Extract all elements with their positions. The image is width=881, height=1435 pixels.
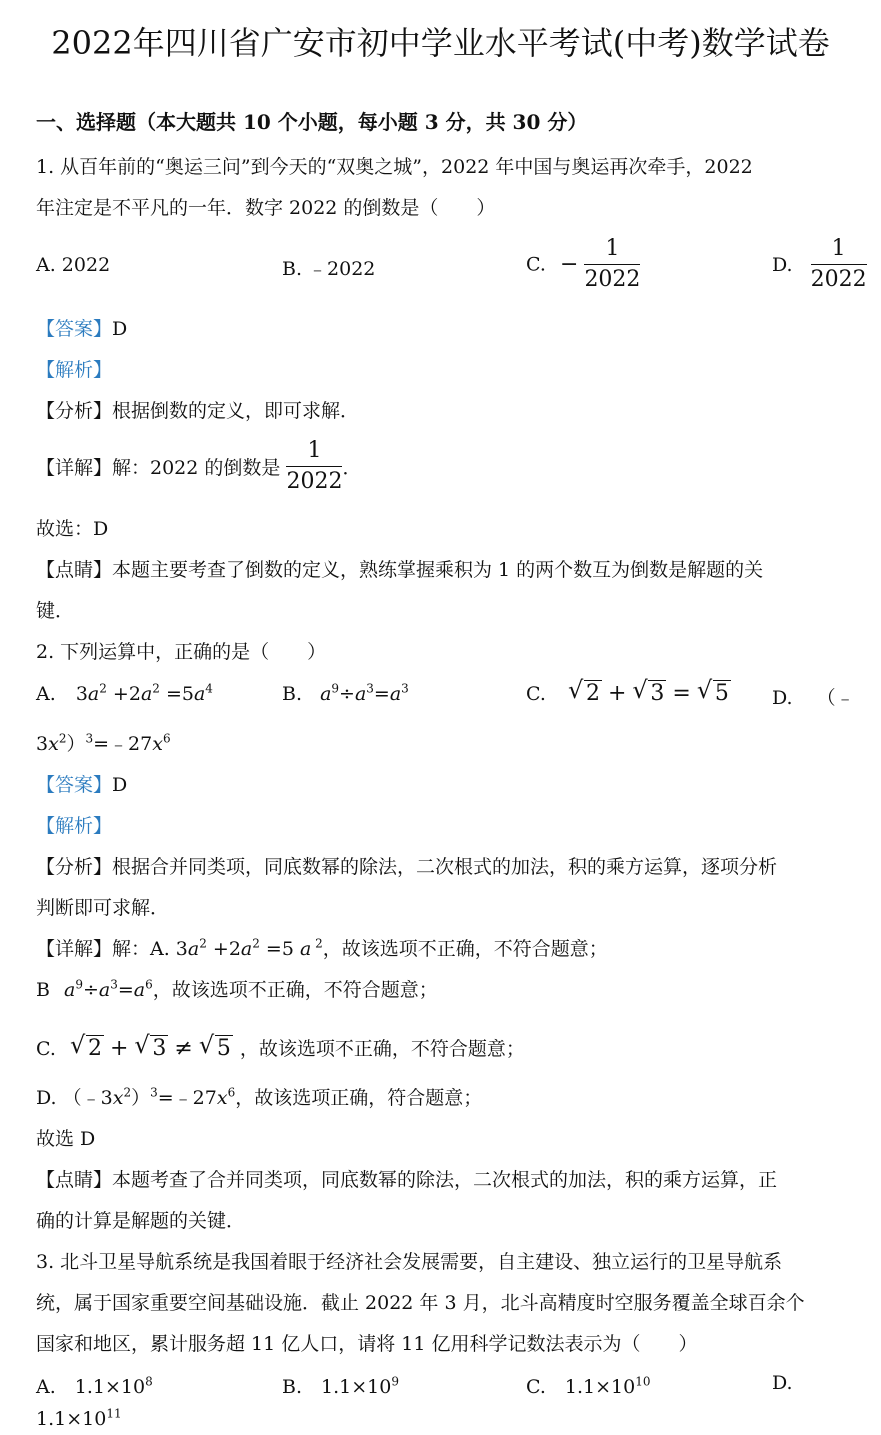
q2-option-b: B. $a^9\div a^3=a^3$ bbox=[282, 681, 409, 705]
q2-fenxi-line1: 【分析】根据合并同类项，同底数幂的除法，二次根式的加法，积的乘方运算，逐项分析 bbox=[36, 856, 778, 878]
answer-tag: 【答案】 bbox=[36, 774, 113, 796]
q3-option-d-text: 1.1×10 bbox=[36, 1408, 107, 1430]
answer-tag: 【答案】 bbox=[36, 318, 113, 340]
sqrt-3: √ 3 bbox=[632, 676, 665, 706]
q3-option-a-text: A. 1.1×10 bbox=[36, 1376, 146, 1398]
q2-option-b-label: B. bbox=[282, 683, 303, 705]
q3-option-b-text: B. 1.1×10 bbox=[282, 1376, 392, 1398]
q1-dianjing-line2: 键． bbox=[36, 600, 75, 622]
sqrt-2: √ 2 bbox=[69, 1031, 102, 1061]
q2-xiangjie-a-pre: 【详解】解：A. 3 bbox=[36, 938, 188, 960]
fraction-denominator: 2022 bbox=[810, 267, 867, 292]
fraction-bar bbox=[286, 466, 342, 467]
q2-xiangjie-d: D. $(﹣3x^2)^3=﹣27x^6$，故该选项正确，符合题意； bbox=[36, 1085, 483, 1109]
fraction-numerator: 1 bbox=[605, 236, 620, 261]
sqrt-3: √ 3 bbox=[134, 1031, 167, 1061]
q1-fenxi: 【分析】根据倒数的定义，即可求解． bbox=[36, 400, 360, 422]
q1-option-d-label: D. bbox=[772, 253, 793, 276]
fraction-numerator: 1 bbox=[831, 236, 846, 261]
q2-xiangjie-d-post: ，故该选项正确，符合题意； bbox=[235, 1087, 483, 1109]
q1-option-d-fraction bbox=[811, 236, 867, 293]
q2-xiangjie-b-post: ，故该选项不正确，不符合题意； bbox=[152, 979, 438, 1001]
q3-option-d-value bbox=[36, 1408, 122, 1430]
q2-xiangjie-c-post: ，故该选项不正确，不符合题意； bbox=[239, 1038, 525, 1060]
fraction-numerator: 1 bbox=[307, 438, 322, 463]
q2-option-d-line2: $3x^2)^3=﹣27x^6$ bbox=[36, 731, 171, 755]
q1-analysis-tag: 【解析】 bbox=[36, 359, 113, 381]
q3-option-a bbox=[36, 1372, 153, 1399]
q1-option-d bbox=[772, 236, 867, 293]
q1-dianjing-line1: 【点睛】本题主要考查了倒数的定义，熟练掌握乘积为 1 的两个数互为倒数是解题的关 bbox=[36, 559, 764, 581]
q2-option-a: A. $3a^2 +2a^2 =5a^4$ bbox=[36, 681, 213, 705]
q2-option-c-label: C. bbox=[526, 683, 546, 705]
q3-option-d: D. bbox=[772, 1372, 793, 1394]
q2-xiangjie-b: B $a^9\div a^3=a^6$，故该选项不正确，不符合题意； bbox=[36, 977, 438, 1001]
fraction-denominator: 2022 bbox=[584, 267, 641, 292]
q2-xiangjie-d-pre: D. （﹣3 bbox=[36, 1087, 113, 1109]
q3-option-c bbox=[526, 1372, 651, 1399]
section-heading: 一、选择题（本大题共 10 个小题，每小题 3 分，共 30 分） bbox=[36, 110, 588, 134]
q3-option-b-exp: 9 bbox=[391, 1374, 399, 1389]
q2-xiangjie-c: C. √ 2 + √ 3 ≠ √ 5 ，故该选项不正确，不符合题意； bbox=[36, 1031, 525, 1061]
q1-option-c-sign: − bbox=[559, 252, 579, 277]
q2-guxuan: 故选 D bbox=[36, 1128, 96, 1150]
q1-xiangjie-end: ． bbox=[342, 457, 362, 479]
q2-xiangjie-b-pre: B bbox=[36, 979, 50, 1001]
q1-option-a: A. 2022 bbox=[36, 254, 111, 276]
q2-xiangjie-a: 【详解】解：A. $3a^2 +2a^2 =5$ a $^2$，故该选项不正确，不符合题意； bbox=[36, 936, 608, 960]
answer-value: D bbox=[112, 774, 128, 796]
q2-option-d-eq: =﹣27 bbox=[93, 733, 153, 755]
q1-option-c bbox=[526, 236, 640, 293]
q1-xiangjie-fraction bbox=[286, 438, 342, 495]
q2-option-d bbox=[772, 683, 855, 710]
sqrt-5: √ 5 bbox=[198, 1031, 231, 1061]
q1-option-b: B. ﹣2022 bbox=[282, 258, 376, 280]
q1-guxuan: 故选：D bbox=[36, 518, 109, 540]
q2-xiangjie-c-pre: C. bbox=[36, 1038, 56, 1060]
fraction-bar bbox=[584, 264, 640, 265]
q2-dianjing-line1: 【点睛】本题考查了合并同类项，同底数幂的除法，二次根式的加法，积的乘方运算，正 bbox=[36, 1169, 778, 1191]
q1-answer bbox=[36, 314, 127, 341]
q1-xiangjie-text: 【详解】解：2022 的倒数是 bbox=[36, 457, 281, 479]
page-title: 2022年四川省广安市初中学业水平考试(中考)数学试卷 bbox=[51, 24, 830, 62]
q2-dianjing-line2: 确的计算是解题的关键． bbox=[36, 1210, 246, 1232]
sqrt-5: √ 5 bbox=[696, 676, 729, 706]
q2-option-c: C. √ 2 + √ 3 = √ 5 bbox=[526, 676, 729, 706]
q2-answer bbox=[36, 770, 127, 797]
q2-xiangjie-a-post: ，故该选项不正确，不符合题意； bbox=[322, 938, 608, 960]
q3-text-line3: 国家和地区，累计服务超 11 亿人口，请将 11 亿用科学记数法表示为（ ） bbox=[36, 1333, 698, 1355]
q2-fenxi-line2: 判断即可求解． bbox=[36, 897, 170, 919]
sqrt-2: √ 2 bbox=[567, 676, 600, 706]
q2-analysis-tag: 【解析】 bbox=[36, 815, 113, 837]
q3-option-d-exp: 11 bbox=[106, 1406, 122, 1421]
q3-option-b bbox=[282, 1372, 399, 1399]
q3-text-line2: 统，属于国家重要空间基础设施．截止 2022 年 3 月，北斗高精度时空服务覆盖全球百余个 bbox=[36, 1292, 805, 1314]
fraction-bar bbox=[811, 264, 867, 265]
q2-option-d-coef: 3 bbox=[36, 733, 49, 755]
q2-text: 2. 下列运算中，正确的是（ ） bbox=[36, 641, 327, 663]
q2-option-d-paren: ） bbox=[66, 733, 86, 755]
q1-text-line1: 1. 从百年前的“奥运三问”到今天的“双奥之城”，2022 年中国与奥运再次牵手，2022 bbox=[36, 156, 753, 178]
q3-option-a-exp: 8 bbox=[145, 1374, 153, 1389]
q2-option-a-label: A. bbox=[36, 683, 56, 705]
q3-option-c-exp: 10 bbox=[635, 1374, 651, 1389]
answer-value: D bbox=[112, 318, 128, 340]
q2-option-d-label: D. bbox=[772, 687, 793, 709]
q2-option-d-text: （﹣ bbox=[816, 687, 855, 709]
fraction-denominator: 2022 bbox=[286, 469, 343, 494]
q3-option-c-text: C. 1.1×10 bbox=[526, 1376, 636, 1398]
q1-xiangjie bbox=[36, 438, 361, 495]
q3-text-line1: 3. 北斗卫星导航系统是我国着眼于经济社会发展需要，自主建设、独立运行的卫星导航系 bbox=[36, 1251, 783, 1273]
q1-option-c-label: C. bbox=[526, 253, 546, 276]
q1-text-line2: 年注定是不平凡的一年．数字 2022 的倒数是（ ） bbox=[36, 197, 496, 219]
q1-option-c-fraction bbox=[584, 236, 640, 293]
